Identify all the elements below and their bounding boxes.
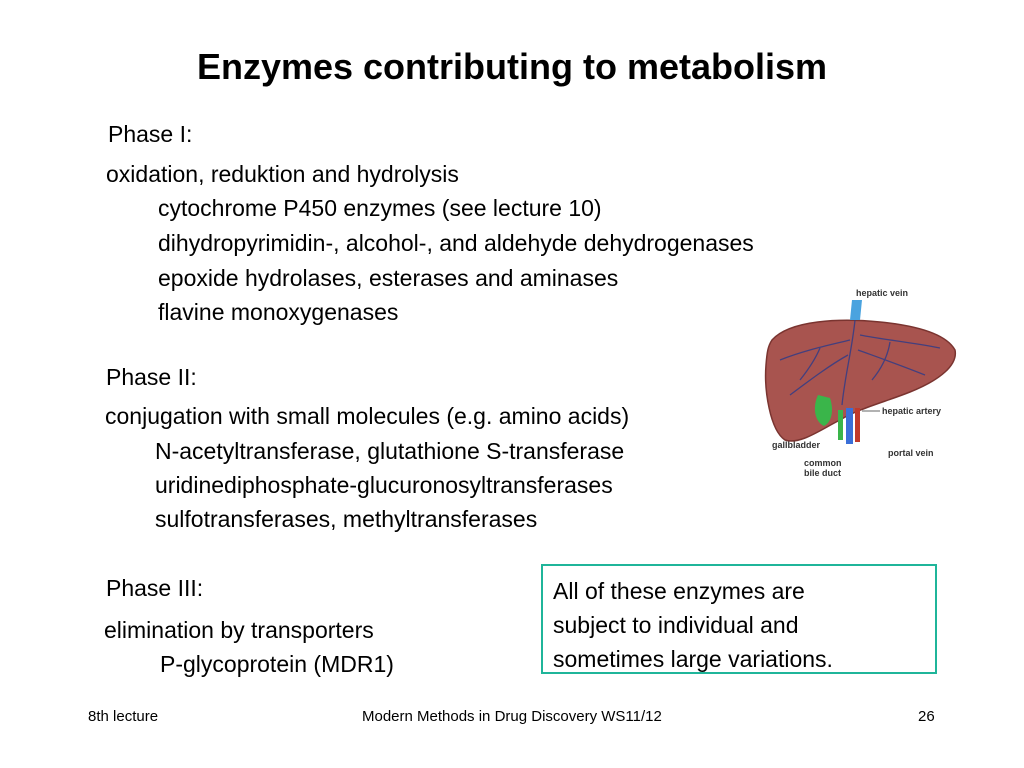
liver-illustration	[760, 280, 960, 480]
footer-course: Modern Methods in Drug Discovery WS11/12	[362, 708, 662, 725]
note-line: sometimes large variations.	[553, 646, 833, 672]
label-bile-duct: bile duct	[804, 468, 842, 478]
phase2-item: sulfotransferases, methyltransferases	[155, 506, 538, 532]
phase2-summary: conjugation with small molecules (e.g. amino acids)	[105, 403, 630, 429]
label-hepatic-artery: hepatic artery	[882, 406, 942, 416]
liver-shape	[766, 320, 956, 441]
label-hepatic-vein: hepatic vein	[856, 288, 909, 298]
phase1-heading: Phase I:	[108, 121, 193, 147]
label-gallbladder: gallbladder	[772, 440, 821, 450]
phase3-heading: Phase III:	[106, 575, 204, 601]
bile-duct-icon	[838, 410, 843, 440]
variation-note-box	[541, 564, 937, 674]
page-title: Enzymes contributing to metabolism	[196, 46, 828, 87]
note-line: subject to individual and	[553, 612, 799, 638]
phase3-summary: elimination by transporters	[104, 617, 374, 643]
hepatic-vein-icon	[850, 300, 862, 320]
phase1-item: epoxide hydrolases, esterases and aminases	[158, 265, 619, 291]
hepatic-artery-icon	[855, 408, 860, 442]
phase1-item: dihydropyrimidin-, alcohol-, and aldehyde dehydrogenases	[158, 230, 754, 256]
phase1-summary: oxidation, reduktion and hydrolysis	[106, 161, 459, 187]
footer-page-number: 26	[918, 708, 935, 725]
phase1-item: cytochrome P450 enzymes (see lecture 10)	[158, 195, 602, 221]
label-common: common	[804, 458, 842, 468]
note-line: All of these enzymes are	[553, 578, 805, 604]
label-portal-vein: portal vein	[888, 448, 934, 458]
phase3-item: P-glycoprotein (MDR1)	[160, 651, 394, 677]
phase2-heading: Phase II:	[106, 364, 197, 390]
phase1-item: flavine monoxygenases	[158, 299, 399, 325]
portal-vein-icon	[846, 408, 853, 444]
phase2-item: uridinediphosphate-glucuronosyltransferases	[155, 472, 613, 498]
footer-lecture: 8th lecture	[88, 708, 159, 725]
phase2-item: N-acetyltransferase, glutathione S-transferase	[155, 438, 625, 464]
